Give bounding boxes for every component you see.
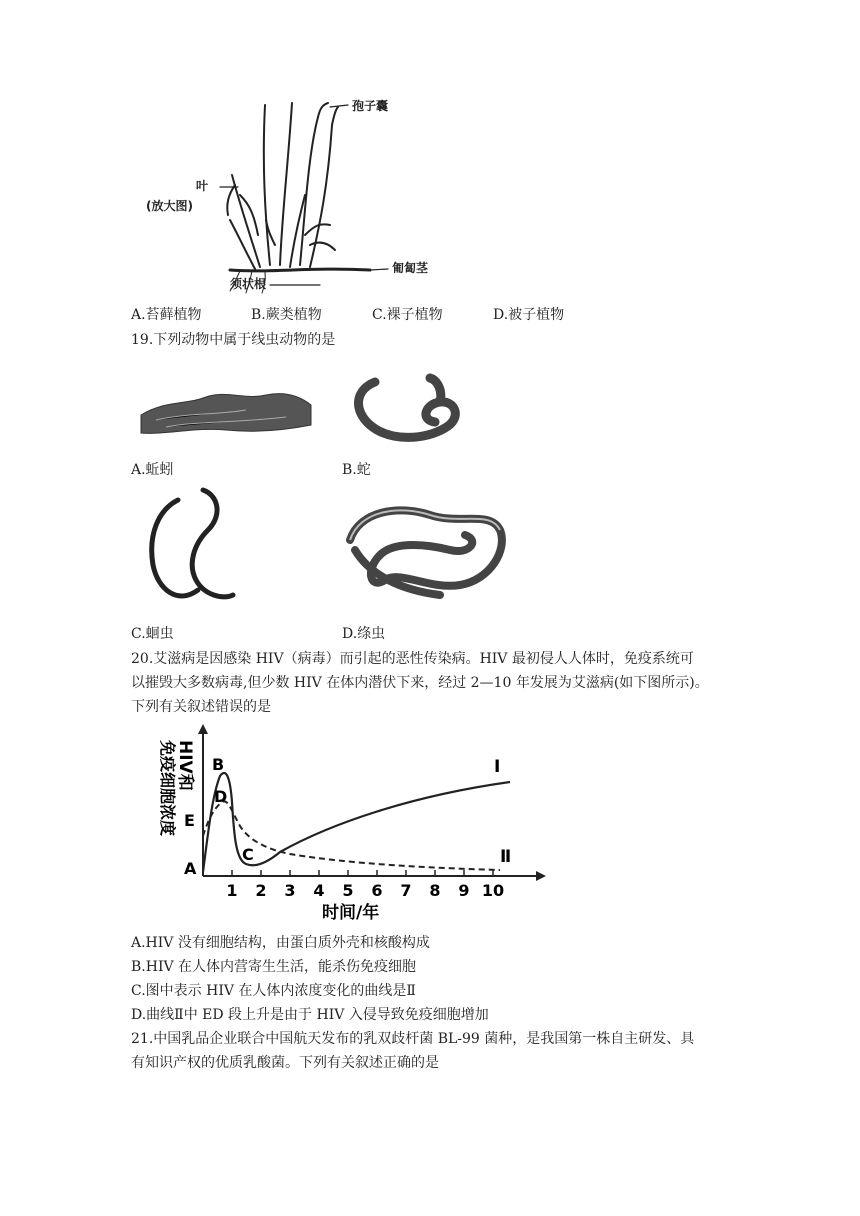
q21-line-1: 21.中国乳品企业联合中国航天发布的乳双歧杆菌 BL-99 菌种，是我国第一株自主研发、具: [131, 1031, 695, 1047]
q20-option-b: B.HIV 在人体内营寄生生活，能杀伤免疫细胞: [131, 959, 417, 975]
x-tick-label: 7: [400, 881, 412, 900]
x-tick-label: 5: [342, 881, 354, 900]
y-axis-arrow: [198, 724, 208, 734]
q19-option-a: A.蚯蚓: [131, 462, 174, 478]
x-tick-label: 9: [458, 881, 470, 900]
q18-option-b: B.蕨类植物: [251, 307, 322, 323]
q18-option-a: A.苔藓植物: [131, 307, 202, 323]
q19-option-b: B.蛇: [342, 462, 371, 478]
x-tick-label: 2: [255, 881, 267, 900]
point-b: B: [212, 755, 225, 774]
x-tick-label: 6: [371, 881, 383, 900]
roundworm-image: [138, 485, 248, 615]
x-tick-label: 8: [429, 881, 441, 900]
curve-1-label: Ⅰ: [494, 757, 501, 777]
q20-line-1: 20.艾滋病是因感染 HIV（病毒）而引起的恶性传染病。HIV 最初侵人人体时，免疫系统可: [131, 651, 694, 667]
label-leaf: 叶: [196, 179, 209, 193]
q20-option-c: C.图中表示 HIV 在人体内浓度变化的曲线是Ⅱ: [131, 983, 416, 999]
x-tick-label: 4: [313, 881, 325, 900]
q20-line-2: 以摧毁大多数病毒,但少数 HIV 在体内潜伏下来，经过 2—10 年发展为艾滋病(如下图所示)。: [131, 675, 709, 691]
label-rhizome: 匍匐茎: [392, 261, 429, 275]
label-leaf-zoom: (放大图): [146, 199, 193, 213]
snake-image: [345, 370, 475, 450]
label-root: 须状根: [230, 277, 267, 291]
tapeworm-image: [340, 490, 510, 610]
x-axis-arrow: [536, 871, 546, 881]
y-axis-label-2: 免疫细胞浓度: [158, 740, 177, 837]
point-e: E: [184, 811, 195, 830]
earthworm-image: [136, 375, 316, 445]
x-tick-label: 3: [284, 881, 296, 900]
label-sporangium: 孢子囊: [352, 99, 389, 113]
q20-line-3: 下列有关叙述错误的是: [131, 699, 271, 715]
q20-option-d: D.曲线Ⅱ中 ED 段上升是由于 HIV 入侵导致免疫细胞增加: [131, 1007, 489, 1023]
y-axis-label-1: HIV和: [175, 740, 195, 791]
x-tick-label: 1: [226, 881, 238, 900]
x-axis-label: 时间/年: [322, 903, 380, 923]
q20-option-a: A.HIV 没有细胞结构，由蛋白质外壳和核酸构成: [131, 935, 430, 951]
q21-line-2: 有知识产权的优质乳酸菌。下列有关叙述正确的是: [131, 1055, 439, 1071]
x-tick-label: 10: [481, 881, 505, 900]
point-a: A: [184, 859, 197, 878]
curve-2-label: Ⅱ: [500, 847, 512, 867]
q18-option-d: D.被子植物: [493, 307, 565, 323]
point-c: C: [242, 845, 254, 864]
q19-question: 19.下列动物中属于线虫动物的是: [131, 332, 336, 348]
q19-option-c: C.蛔虫: [131, 626, 174, 642]
hiv-chart: [150, 724, 570, 924]
fern-illustration: [210, 95, 510, 295]
q19-option-d: D.绦虫: [342, 626, 386, 642]
point-d: D: [214, 787, 228, 806]
q18-option-c: C.裸子植物: [372, 307, 443, 323]
